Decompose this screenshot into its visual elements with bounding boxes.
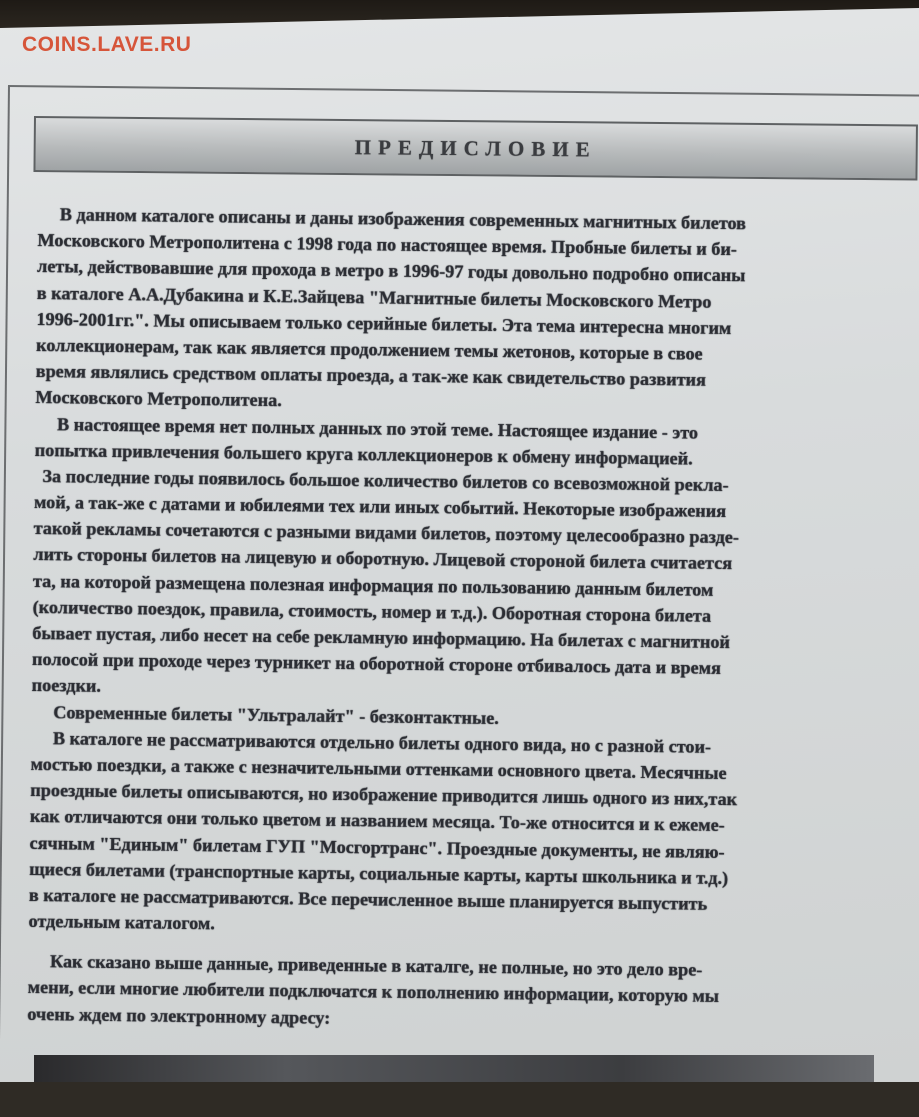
text-line: щиеся билетами (транспортные карты, социальные карты, карты школьника и т.д.) [29, 858, 729, 888]
text-line: В настоящее время нет полных данных по этой теме. Настоящее издание - это [56, 413, 699, 443]
text-line: В каталоге не рассматриваются отдельно билеты одного вида, но с разной стои- [52, 727, 712, 757]
text-line: За последние годы появилось большое количество билетов со всевозможной рекла- [42, 465, 729, 495]
text-line: мени, если многие любители подключатся к пополнению информации, которую мы [27, 977, 720, 1007]
text-line: отдельным каталогом. [28, 911, 215, 934]
text-line: поездки. [31, 675, 102, 697]
text-line: очень ждем по электронному адресу: [27, 1003, 331, 1028]
text-line: коллекционерам, так как является продолжением темы жетонов, которые в свое [35, 334, 703, 364]
text-line: та, на которой размещена полезная информация по пользованию данным билетом [32, 570, 714, 600]
text-line: бывает пустая, либо несет на себе рекламную информацию. На билетах с магнитной [32, 622, 731, 653]
text-line: в каталоге А.А.Дубакина и К.Е.Зайцева "Магнитные билеты Московского Метро [36, 282, 712, 312]
page-title: ПРЕДИСЛОВИЕ [354, 134, 597, 161]
ticket-images-strip [34, 1055, 874, 1082]
preface-text [27, 201, 878, 1038]
text-line: полосой при проходе через турникет на оборотной стороне отбивалось дата и время [31, 649, 722, 679]
text-line: Как сказано выше данные, приведенные в каталге, не полные, но это дело вре- [49, 951, 703, 981]
text-line: такой рекламы сочетаются с разными видами билетов, поэтому целесообразно разде- [33, 518, 740, 548]
text-line: Московского Метрополитена с 1998 года по настоящее время. Пробные билеты и би- [37, 230, 738, 260]
text-line: Московского Метрополитена. [35, 387, 282, 411]
text-line: как отличаются они только цветом и названием месяца. То-же относится и к ежеме- [29, 806, 725, 836]
text-line: в каталоге не рассматриваются. Все перечисленное выше планируется выпустить [28, 884, 708, 914]
header-bar [33, 116, 917, 180]
text-line: время являлись средством оплаты проезда, а так-же как свидетельство развития [35, 361, 707, 390]
text-line: попытка привлечения большего круга коллекционеров к обмену информацией. [34, 439, 693, 469]
text-line: мостью поездки, а также с незначительными оттенками основного цвета. Месячные [30, 753, 727, 783]
text-line: (количество поездок, правила, стоимость, номер и т.д.). Оборотная сторона билета [32, 596, 712, 626]
text-line: мой, а так-же с датами и юбилеями тех или иных событий. Некоторые изображения [33, 492, 727, 522]
text-line: Современные билеты "Ультралайт" - безконтактные. [53, 701, 499, 728]
text-line: сячным "Единым" билетам ГУП "Мосгортранс". Проездные документы, не являю- [29, 832, 725, 862]
text-line: леты, действовавшие для прохода в метро в 1996-97 годы довольно подробно описаны [37, 256, 746, 286]
site-watermark: COINS.LAVE.RU [22, 33, 192, 56]
text-line: проездные билеты описываются, но изображение приводится лишь одного из них,так [30, 780, 738, 810]
text-line: лить стороны билетов на лицевую и оборотную. Лицевой стороной билета считается [33, 544, 733, 574]
text-line: 1996-2001гг.". Мы описываем только серийные билеты. Эта тема интересна многим [36, 308, 732, 338]
text-line: В данном каталоге описаны и даны изображения современных магнитных билетов [59, 204, 747, 234]
